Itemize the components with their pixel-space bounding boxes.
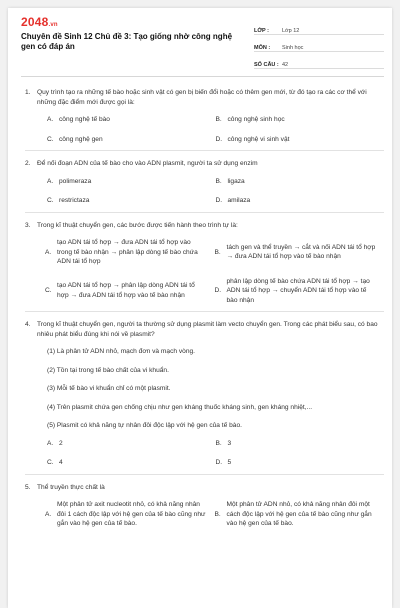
meta-row-subject (254, 35, 384, 52)
option-text: phân lập dòng tế bào chứa ADN tái tổ hợp → tạo ADN tái tổ hợp → chuyển ADN tái tổ hợp vào tế bào nhận (226, 277, 370, 304)
statement-item: (5) Plasmit có khả năng tự nhân đôi độc lập với hệ gen của tế bào. (47, 422, 242, 429)
option-letter: A. (47, 439, 54, 447)
option-text: 5 (227, 459, 232, 466)
option-text: công nghệ gen (59, 135, 103, 143)
option-text: công nghệ vi sinh vật (227, 135, 290, 143)
question-divider (25, 212, 384, 213)
question-divider (25, 474, 384, 475)
option-text: tạo ADN tái tổ hợp → phân lập dòng ADN tái tổ hợp → đưa ADN tái tổ hợp vào tế bào nhận (57, 282, 195, 299)
question-number: 5. (25, 483, 31, 491)
option-text: polimeraza (59, 177, 92, 185)
option-list (47, 115, 384, 144)
meta-row-count (254, 52, 384, 69)
option-text: 3 (227, 439, 232, 447)
option-list (45, 500, 384, 529)
logo-suffix: .vn (48, 22, 58, 28)
option-text: Một phân tử ADN nhỏ, có khả năng nhân đôi một cách độc lập với hệ gen của tế bào cũng như gắn vào hệ gen của tế bào. (226, 501, 372, 527)
question-divider (25, 311, 384, 312)
document-header (8, 8, 392, 66)
statement-item: (1) Là phân tử ADN nhỏ, mạch đơn và mạch vòng. (47, 348, 196, 355)
meta-value: Lớp 12 (282, 28, 300, 34)
question-text: Trong kĩ thuật chuyển gen, người ta thường sử dụng plasmit làm vecto chuyển gen. Trong các phát biểu sau, có bao nhiêu phát biểu đúng khi nói về plasmit? (37, 321, 378, 338)
question-5 (21, 483, 384, 529)
question-text: Thể truyền thực chất là (37, 483, 105, 491)
option-text: tách gen và thể truyền → cắt và nối ADN tái tổ hợp → đưa ADN tái tổ hợp vào tế bào nhận (226, 243, 376, 261)
question-text: Trong kĩ thuật chuyển gen, các bước được tiến hành theo trình tự là: (37, 221, 238, 229)
option-a[interactable] (47, 439, 216, 449)
option-text: công nghệ sinh học (227, 116, 285, 123)
option-text: công nghệ tế bào (59, 116, 110, 123)
statement-list (21, 347, 384, 431)
option-letter: D. (215, 459, 223, 466)
question-3 (21, 221, 384, 306)
option-letter: B. (215, 439, 222, 447)
question-number: 1. (25, 89, 31, 96)
logo-text: 2048 (21, 15, 49, 29)
option-text: restrictaza (59, 197, 90, 204)
option-text: Một phân tử axit nucleotit nhỏ, có khả năng nhân đôi 1 cách độc lập với hệ gen của tế bào cũng như gắn vào hệ gen của tế bào. (57, 501, 206, 527)
option-letter: A. (47, 177, 54, 185)
option-c[interactable] (45, 277, 215, 306)
option-b[interactable] (216, 439, 385, 449)
document-title: Chuyên đề Sinh 12 Chủ đề 3: Tạo giống nhờ công nghệ gen có đáp án (21, 32, 233, 51)
option-b[interactable] (216, 115, 385, 125)
site-logo[interactable] (21, 15, 58, 29)
option-list (47, 439, 384, 468)
option-a[interactable] (45, 500, 215, 529)
option-letter: D. (215, 197, 223, 204)
meta-value: 42 (282, 62, 289, 68)
option-d[interactable] (216, 458, 385, 468)
header-divider (21, 76, 384, 77)
statement-item: (3) Mỗi tế bào vi khuẩn chỉ có một plasmit. (47, 385, 171, 392)
option-letter: A. (45, 248, 52, 256)
option-text: amilaza (227, 197, 251, 204)
meta-key: MÔN : (254, 45, 271, 51)
question-number: 3. (25, 221, 31, 229)
question-number: 2. (25, 160, 31, 167)
option-b[interactable] (215, 238, 385, 267)
option-d[interactable] (215, 277, 385, 306)
question-text: Để nối đoạn ADN của tế bào cho vào ADN plasmit, người ta sử dụng enzim (37, 160, 258, 167)
option-letter: A. (45, 510, 52, 518)
meta-key: SỐ CÂU : (254, 62, 279, 68)
meta-row-class (254, 18, 384, 35)
option-text: ligaza (227, 177, 245, 185)
question-4 (21, 320, 384, 468)
document-page (8, 8, 392, 608)
option-list (47, 177, 384, 206)
option-letter: D. (214, 287, 222, 294)
meta-value: Sinh học (282, 45, 304, 51)
option-c[interactable] (47, 135, 216, 145)
statement-item: (2) Tồn tại trong tế bào chất của vi khuẩn. (47, 366, 169, 374)
option-text: 4 (59, 459, 63, 466)
question-divider (25, 150, 384, 151)
option-a[interactable] (47, 177, 216, 187)
option-text: 2 (59, 439, 63, 447)
statement-item: (4) Trên plasmit chứa gen chống chịu như gen kháng thuốc kháng sinh, gen kháng nhiệt,... (47, 403, 313, 411)
option-c[interactable] (47, 458, 216, 468)
option-d[interactable] (216, 135, 385, 145)
question-2 (21, 159, 384, 206)
option-letter: C. (47, 459, 54, 466)
option-letter: C. (47, 197, 54, 204)
option-letter: A. (47, 116, 54, 123)
option-a[interactable] (45, 238, 215, 267)
option-list (45, 238, 384, 305)
question-text: Quy trình tạo ra những tế bào hoặc sinh vật có gen bị biến đổi hoặc có thêm gen mới, từ đó tạo ra các cơ thể với những đặc điểm mới được gọi là: (37, 89, 367, 106)
option-text: tạo ADN tái tổ hợp → đưa ADN tái tổ hợp vào trong tế bào nhận → phân lập dòng tế bào chứa ADN tái tổ hợp (57, 239, 198, 265)
option-letter: B. (214, 510, 221, 518)
option-letter: C. (45, 287, 52, 294)
question-1 (21, 88, 384, 144)
option-letter: D. (215, 135, 223, 143)
question-number: 4. (25, 321, 31, 328)
meta-key: LỚP : (254, 28, 269, 34)
question-list (21, 88, 384, 529)
meta-info (254, 18, 384, 69)
option-a[interactable] (47, 115, 216, 125)
option-letter: B. (214, 248, 221, 256)
option-d[interactable] (216, 196, 385, 206)
option-b[interactable] (216, 177, 385, 187)
option-b[interactable] (215, 500, 385, 529)
option-c[interactable] (47, 196, 216, 206)
option-letter: C. (47, 135, 54, 143)
option-letter: B. (215, 116, 222, 123)
option-letter: B. (215, 177, 222, 185)
